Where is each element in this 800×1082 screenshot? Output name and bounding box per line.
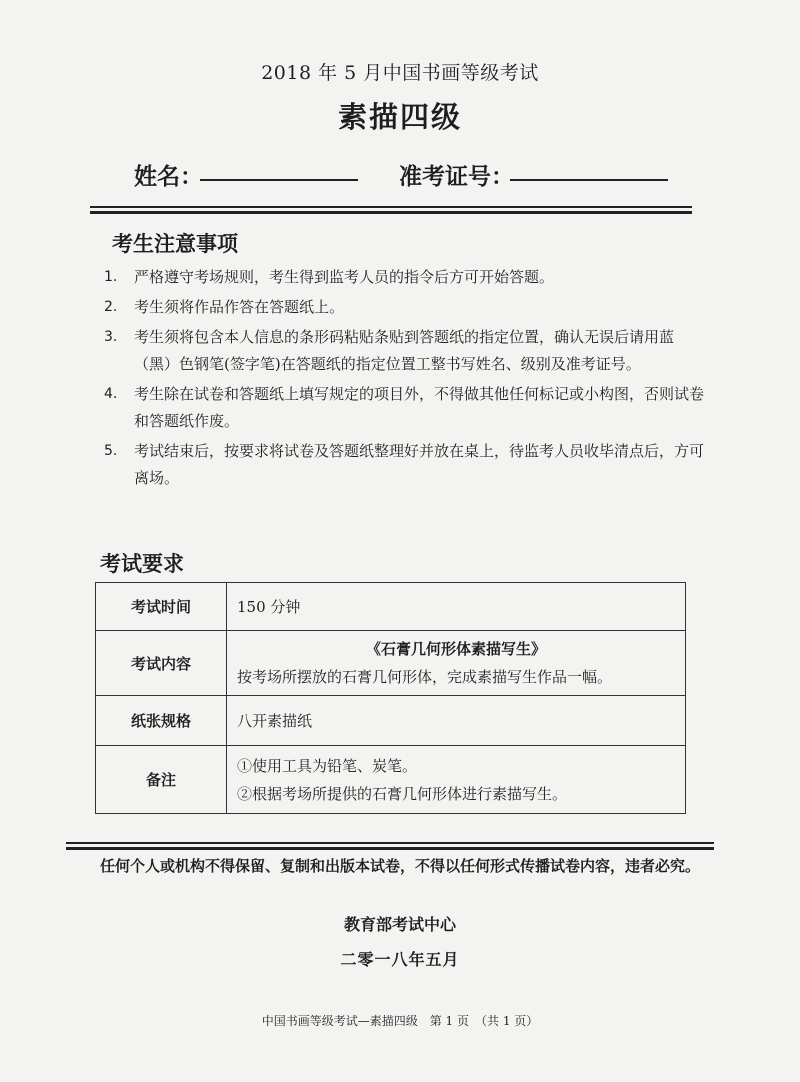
notice-number: 2.: [104, 299, 118, 315]
header-divider-bottom: [90, 211, 692, 214]
requirements-title: 考试要求: [100, 551, 184, 576]
paper-label: 纸张规格: [96, 696, 227, 746]
header-divider-top: [90, 206, 692, 208]
content-cell: [227, 631, 686, 696]
content-value: 按考场所摆放的石膏几何形体，完成素描写生作品一幅。: [237, 668, 613, 686]
notice-text: 考试结束后，按要求将试卷及答题纸整理好并放在桌上，待监考人员收毕清点后，方可离场。: [134, 442, 705, 487]
notice-item: [104, 294, 704, 321]
notice-item: [104, 264, 704, 291]
notice-text: 考生须将包含本人信息的条形码粘贴条贴到答题纸的指定位置，确认无误后请用蓝（黑）色钢笔(签字笔)在答题纸的指定位置工整书写姓名、级别及准考证号。: [134, 328, 675, 373]
ticket-number-label: 准考证号：: [399, 163, 514, 190]
copyright-notice: 任何个人或机构不得保留、复制和出版本试卷，不得以任何形式传播试卷内容，违者必究。: [99, 857, 700, 875]
notice-number: 4.: [104, 386, 118, 402]
notice-number: 5.: [104, 443, 118, 459]
page-footer: 中国书画等级考试—素描四级 第 1 页 （共 1 页）: [261, 1014, 539, 1028]
content-label: 考试内容: [96, 631, 227, 696]
name-blank-line: [200, 179, 358, 181]
exam-title: 2018 年 5 月中国书画等级考试: [261, 62, 539, 84]
requirements-table: [95, 582, 686, 814]
table-row: [96, 746, 686, 814]
notes-line-1: ①使用工具为铅笔、炭笔。: [237, 756, 418, 775]
name-field-label: 姓名：: [134, 163, 203, 190]
footer-divider-bottom: [66, 847, 714, 850]
notes-cell: [227, 746, 686, 814]
notices-list: [104, 264, 704, 495]
issue-date: 二零一八年五月: [340, 950, 460, 969]
notes-label: 备注: [96, 746, 227, 814]
ticket-number-blank-line: [510, 179, 668, 181]
exam-level-title: 素描四级: [337, 100, 462, 134]
table-row: [96, 583, 686, 631]
issuer-org: 教育部考试中心: [343, 915, 456, 934]
content-subtitle: 《石膏几何形体素描写生》: [365, 640, 546, 658]
table-row: [96, 696, 686, 746]
notice-item: [104, 324, 704, 378]
footer-divider-top: [66, 842, 714, 844]
paper-value: 八开素描纸: [227, 696, 686, 746]
notice-text: 考生须将作品作答在答题纸上。: [134, 298, 345, 316]
table-row: [96, 631, 686, 696]
time-value: 150 分钟: [227, 583, 686, 631]
notice-number: 3.: [104, 329, 118, 345]
notice-item: [104, 438, 704, 492]
notes-line-2: ②根据考场所提供的石膏几何形体进行素描写生。: [237, 784, 568, 803]
time-label: 考试时间: [96, 583, 227, 631]
notice-item: [104, 381, 704, 435]
notice-text: 考生除在试卷和答题纸上填写规定的项目外，不得做其他任何标记或小构图，否则试卷和答题纸作废。: [134, 385, 705, 430]
notice-number: 1.: [104, 269, 118, 285]
notice-text: 严格遵守考场规则，考生得到监考人员的指令后方可开始答题。: [134, 268, 555, 286]
notices-title: 考生注意事项: [112, 231, 238, 256]
